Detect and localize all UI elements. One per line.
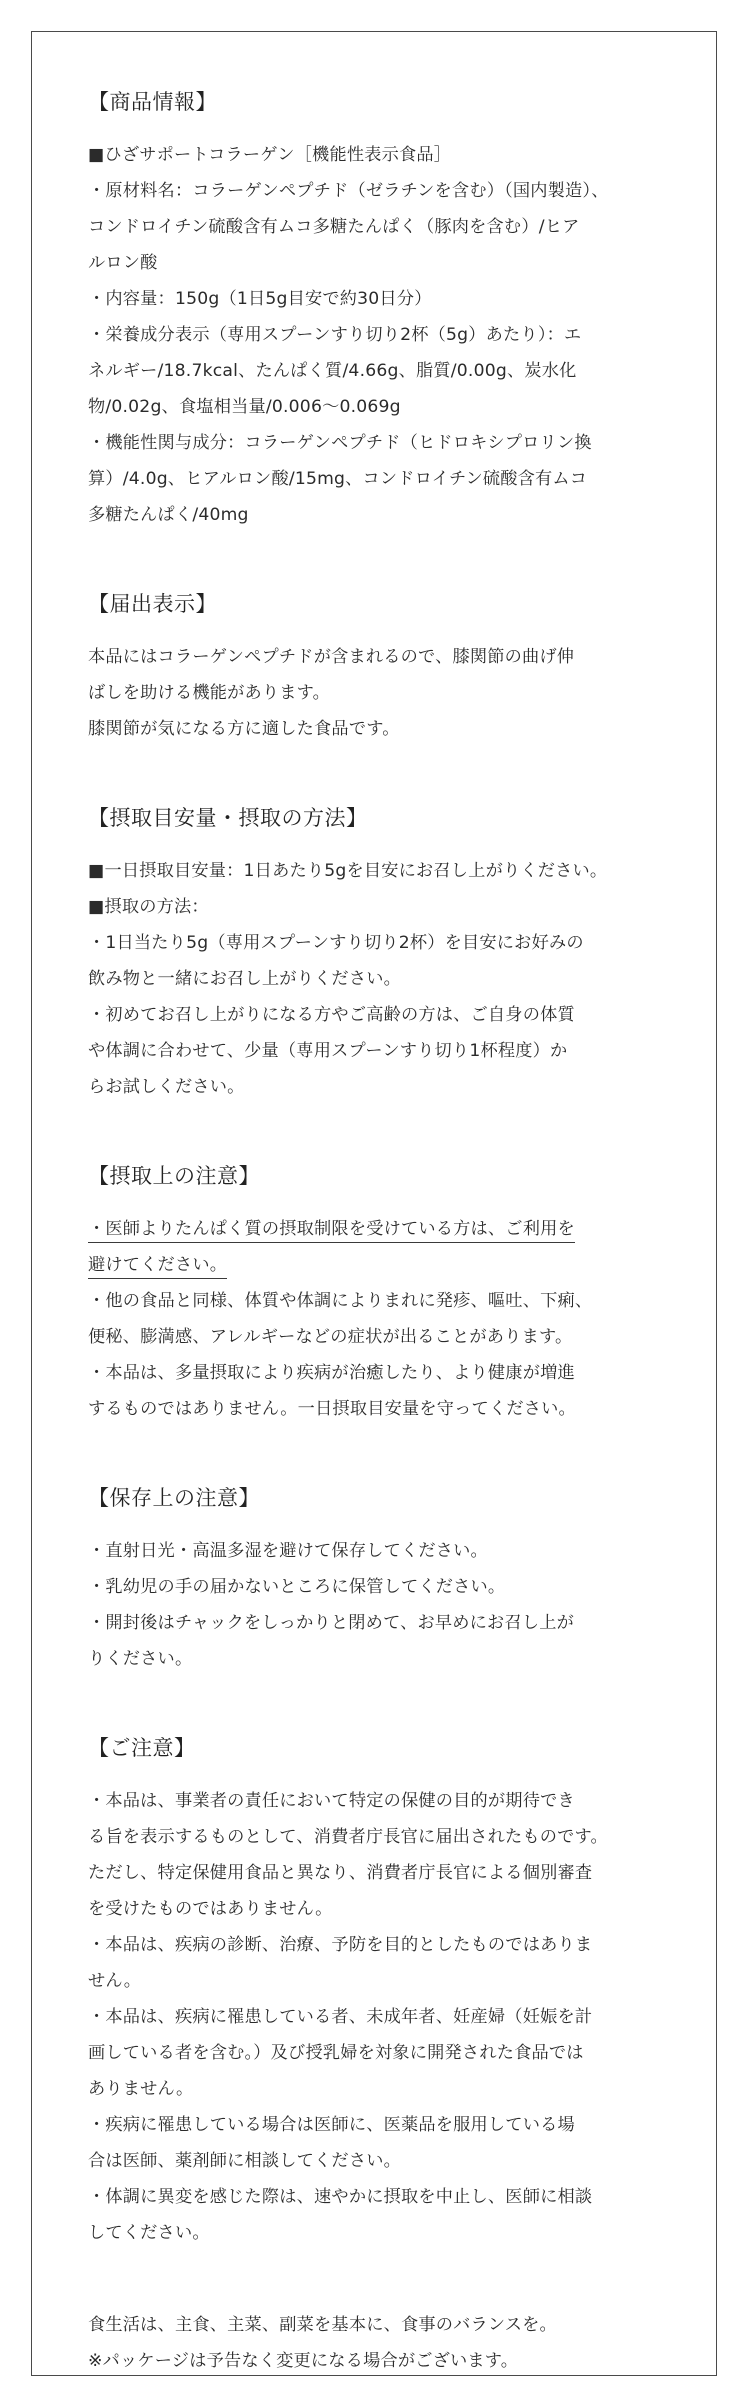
underlined-text: 避けてください。: [88, 1255, 227, 1279]
text-line: ■摂取の方法：: [88, 897, 209, 917]
text-line: ・原材料名：コラーゲンペプチド（ゼラチンを含む）（国内製造）、: [88, 181, 609, 201]
text-line: ・本品は、疾病に罹患している者、未成年者、妊産婦（妊娠を計: [88, 2007, 593, 2027]
text-line: りください。: [88, 1649, 193, 1669]
package-change-note: ※パッケージは予告なく変更になる場合がございます。: [88, 2351, 519, 2371]
section-intake-method: [88, 803, 668, 1105]
diet-balance-note: 食生活は、主食、主菜、副菜を基本に、食事のバランスを。: [88, 2315, 557, 2335]
text-line: 膝関節が気になる方に適した食品です。: [88, 719, 400, 739]
text-line: ありません。: [88, 2079, 194, 2099]
text-line: ・機能性関与成分：コラーゲンペプチド（ヒドロキシプロリン換: [88, 433, 592, 453]
text-line: ・疾病に罹患している場合は医師に、医薬品を服用している場: [88, 2115, 575, 2135]
section-heading: 【保存上の注意】: [88, 1486, 260, 1510]
text-line: ・初めてお召し上がりになる方やご高齢の方は、ご自身の体質: [88, 1005, 575, 1025]
section-heading: 【ご注意】: [88, 1736, 196, 1760]
text-line: や体調に合わせて、少量（専用スプーンすり切り1杯程度）か: [88, 1041, 568, 1061]
text-line: ルロン酸: [88, 253, 158, 273]
text-line: 本品にはコラーゲンペプチドが含まれるので、膝関節の曲げ伸: [88, 647, 575, 667]
text-line: ・内容量：150g（1日5g目安で約30日分）: [88, 289, 432, 309]
text-line: 多糖たんぱく/40mg: [88, 505, 249, 525]
text-line: してください。: [88, 2223, 210, 2243]
text-line: を受けたものではありません。: [88, 1899, 333, 1919]
product-name-line: ■ひざサポートコラーゲン［機能性表示食品］: [88, 145, 452, 165]
text-line: 飲み物と一緒にお召し上がりください。: [88, 969, 401, 989]
text-line: ・他の食品と同様、体質や体調によりまれに発疹、嘔吐、下痢、: [88, 1291, 593, 1311]
text-line: ・栄養成分表示（専用スプーンすり切り2杯（5g）あたり）：エ: [88, 325, 582, 345]
text-line: コンドロイチン硫酸含有ムコ多糖たんぱく（豚肉を含む）/ヒア: [88, 217, 580, 237]
section-heading: 【摂取目安量・摂取の方法】: [88, 806, 368, 830]
underlined-warning-line: [88, 1247, 668, 1283]
text-line: 合は医師、薬剤師に相談してください。: [88, 2151, 401, 2171]
text-line: ・乳幼児の手の届かないところに保管してください。: [88, 1577, 506, 1597]
section-notification: [88, 589, 668, 747]
section-notice: [88, 1733, 668, 2251]
section-product-info: [88, 87, 668, 533]
underlined-text: ・医師よりたんぱく質の摂取制限を受けている方は、ご利用を: [88, 1219, 575, 1243]
text-line: ただし、特定保健用食品と異なり、消費者庁長官による個別審査: [88, 1863, 593, 1883]
product-info-document: [88, 87, 668, 2379]
underlined-warning-line: [88, 1211, 668, 1247]
text-line: 画している者を含む。）及び授乳婦を対象に開発された食品では: [88, 2043, 584, 2063]
text-line: る旨を表示するものとして、消費者庁長官に届出されたものです。: [88, 1827, 608, 1847]
footer-notes: [88, 2307, 668, 2379]
text-line: せん。: [88, 1971, 142, 1991]
text-line: ・1日当たり5g（専用スプーンすり切り2杯）を目安にお好みの: [88, 933, 584, 953]
section-heading: 【摂取上の注意】: [88, 1164, 260, 1188]
text-line: ばしを助ける機能があります。: [88, 683, 331, 703]
text-line: ネルギー/18.7kcal、たんぱく質/4.66g、脂質/0.00g、炭水化: [88, 361, 577, 381]
section-heading: 【商品情報】: [88, 90, 217, 114]
text-line: するものではありません。一日摂取目安量を守ってください。: [88, 1399, 576, 1419]
section-storage-caution: [88, 1483, 668, 1677]
text-line: ・直射日光・高温多湿を避けて保存してください。: [88, 1541, 488, 1561]
text-line: 算）/4.0g、ヒアルロン酸/15mg、コンドロイチン硫酸含有ムコ: [88, 469, 588, 489]
text-line: らお試しください。: [88, 1077, 245, 1097]
section-heading: 【届出表示】: [88, 592, 217, 616]
text-line: ■一日摂取目安量：1日あたり5gを目安にお召し上がりください。: [88, 861, 608, 881]
text-line: ・本品は、事業者の責任において特定の保健の目的が期待でき: [88, 1791, 575, 1811]
text-line: ・体調に異変を感じた際は、速やかに摂取を中止し、医師に相談: [88, 2187, 593, 2207]
section-intake-caution: [88, 1161, 668, 1427]
text-line: ・本品は、疾病の診断、治療、予防を目的としたものではありま: [88, 1935, 593, 1955]
text-line: ・本品は、多量摂取により疾病が治癒したり、より健康が増進: [88, 1363, 575, 1383]
text-line: 便秘、膨満感、アレルギーなどの症状が出ることがあります。: [88, 1327, 573, 1347]
text-line: ・開封後はチャックをしっかりと閉めて、お早めにお召し上が: [88, 1613, 574, 1633]
text-line: 物/0.02g、食塩相当量/0.006～0.069g: [88, 397, 401, 417]
